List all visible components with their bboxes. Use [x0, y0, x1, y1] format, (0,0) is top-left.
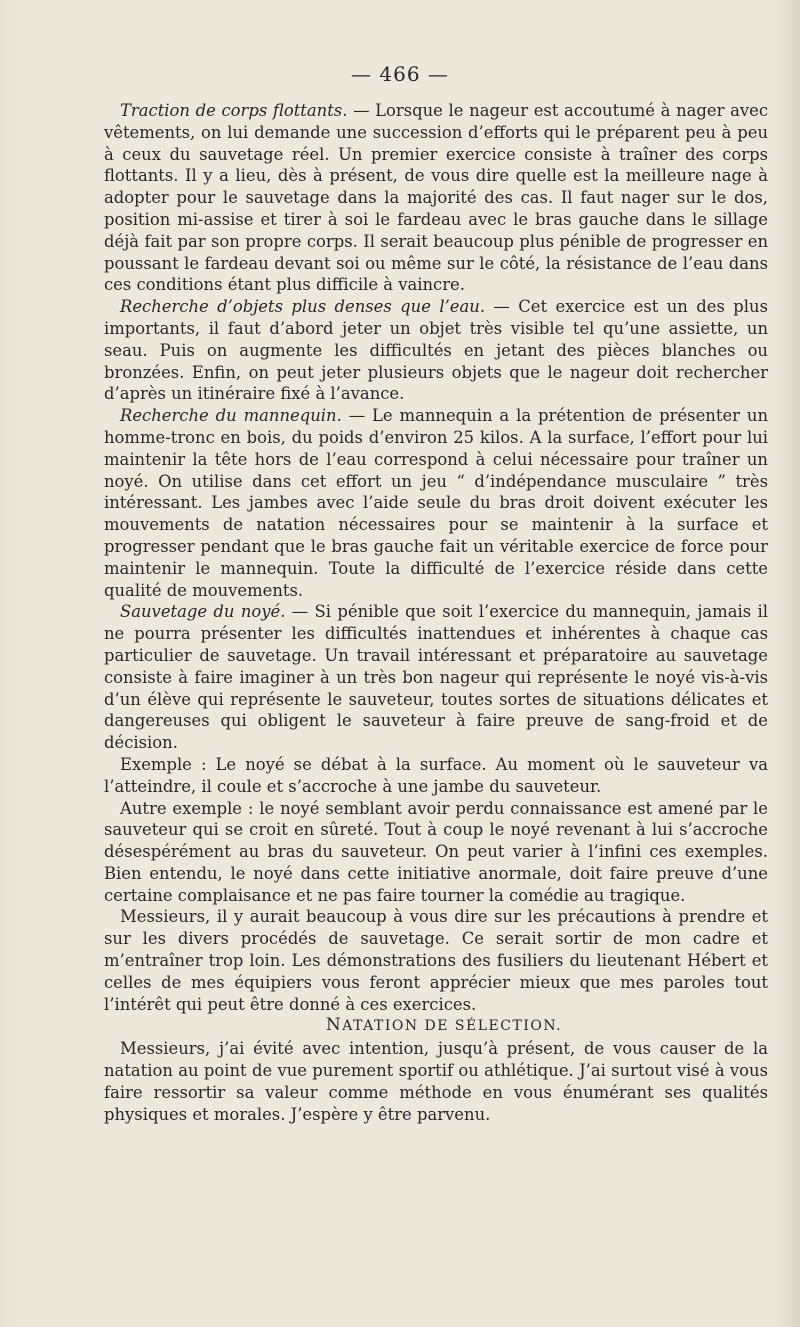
paragraph-lead: Sauvetage du noyé. — [120, 602, 286, 622]
section-heading-initial: N — [325, 1015, 343, 1036]
paragraph-text: — Le mannequin a la prétention de présenter un homme-tronc en bois, du poids d’environ 25 kilos. A la surface, l’effort pour lui maintenir la tête hors de l’eau correspond à celui nécessaire pour traîner un noyé. On utilise dans cet effort un jeu “ d’indépendance musculaire ” très intéressant. Les jambes avec l’aide seule du bras droit doivent exécuter les mouvements de natation nécessaires pour se maintenir à la surface et progresser pendant que le bras gauche fait un véritable exercice de force pour maintenir le mannequin. Toute la difficulté de l’exercice réside dans cette qualité de mouvements. — [104, 406, 768, 600]
paragraph-recherche-objets — [104, 296, 768, 405]
paragraph-lead: Recherche d’objets plus denses que l’eau. — [120, 297, 486, 317]
section-heading — [104, 1015, 768, 1038]
body-text — [104, 100, 768, 1125]
paragraph-text: — Lorsque le nageur est accoutumé à nager avec vêtements, on lui demande une succession d’efforts qui le préparent peu à peu à ceux du sauvetage réel. Un premier exercice consiste à traîner des corps flottants. Il y a lieu, dès à présent, de vous dire quelle est la meilleure nage à adopter pour le sauvetage dans la majorité des cas. Il faut nager sur le dos, position mi-assise et tirer à soi le fardeau avec le bras gauche dans le sillage déjà fait par son propre corps. Il serait beaucoup plus pénible de progresser en poussant le fardeau devant soi ou même sur le côté, la résistance de l’eau dans ces conditions étant plus difficile à vaincre. — [104, 101, 769, 295]
paragraph-lead: Recherche du mannequin. — [120, 406, 342, 426]
paragraph-text: Exemple : Le noyé se débat à la surface. Au moment où le sauveteur va l’atteindre, il coule et s’accroche à une jambe du sauveteur. — [104, 754, 768, 796]
paragraph-text: Messieurs, j’ai évité avec intention, jusqu’à présent, de vous causer de la natation au point de vue purement sportif ou athlétique. J’ai surtout visé à vous faire ressortir sa valeur comme méthode en vous énumérant ses qualités physiques et morales. J’espère y être parvenu. — [104, 1039, 768, 1124]
paragraph-recherche-mannequin — [104, 405, 768, 601]
paragraph-natation-selection — [104, 1038, 768, 1125]
paragraph-messieurs — [104, 906, 768, 1015]
paragraph-text: — Si pénible que soit l’exercice du mannequin, jamais il ne pourra présenter les difficultés inattendues et inhérentes à chaque cas particulier de sauvetage. Un travail intéressant et préparatoire au sauvetage consiste à faire imaginer à un très bon nageur qui représente le noyé vis-à-vis d’un élève qui représente le sauveteur, toutes sortes de situations délicates et dangereuses qui obligent le sauveteur à faire preuve de sang-froid et de décision. — [104, 602, 768, 753]
paragraph-exemple — [104, 754, 768, 798]
paragraph-lead: Traction de corps flottants. — [120, 101, 348, 120]
section-heading-rest: ATATION DE SÉLECTION. — [342, 1018, 563, 1035]
paragraph-text: — Cet exercice est un des plus importants, il faut d’abord jeter un objet très visible tel qu’une assiette, un seau. Puis on augmente les difficultés en jetant des pièces blanches ou bronzées. Enfin, on peut jeter plusieurs objets que le nageur doit rechercher d’après un itinéraire fixé à l’avance. — [104, 297, 768, 404]
page-number: — 466 — — [351, 62, 449, 86]
paragraph-autre-exemple — [104, 798, 768, 907]
paragraph-text: Messieurs, il y aurait beaucoup à vous dire sur les précautions à prendre et sur les divers procédés de sauvetage. Ce serait sortir de mon cadre et m’entraîner trop loin. Les démonstrations des fusiliers du lieutenant Hébert et celles de mes équipiers vous feront apprécier mieux que mes paroles tout l’intérêt qui peut être donné à ces exercices. — [104, 907, 768, 1014]
paragraph-traction — [104, 100, 768, 296]
paragraph-sauvetage-noye — [104, 601, 768, 754]
paragraph-text: Autre exemple : le noyé semblant avoir perdu connaissance est amené par le sauveteur qui se croit en sûreté. Tout à coup le noyé revenant à lui s’accroche désespérément au bras du sauveteur. On peut varier à l’infini ces exemples. Bien entendu, le noyé dans cette initiative anormale, doit faire preuve d’une certaine complaisance et ne pas faire tourner la comédie au tragique. — [104, 798, 768, 905]
